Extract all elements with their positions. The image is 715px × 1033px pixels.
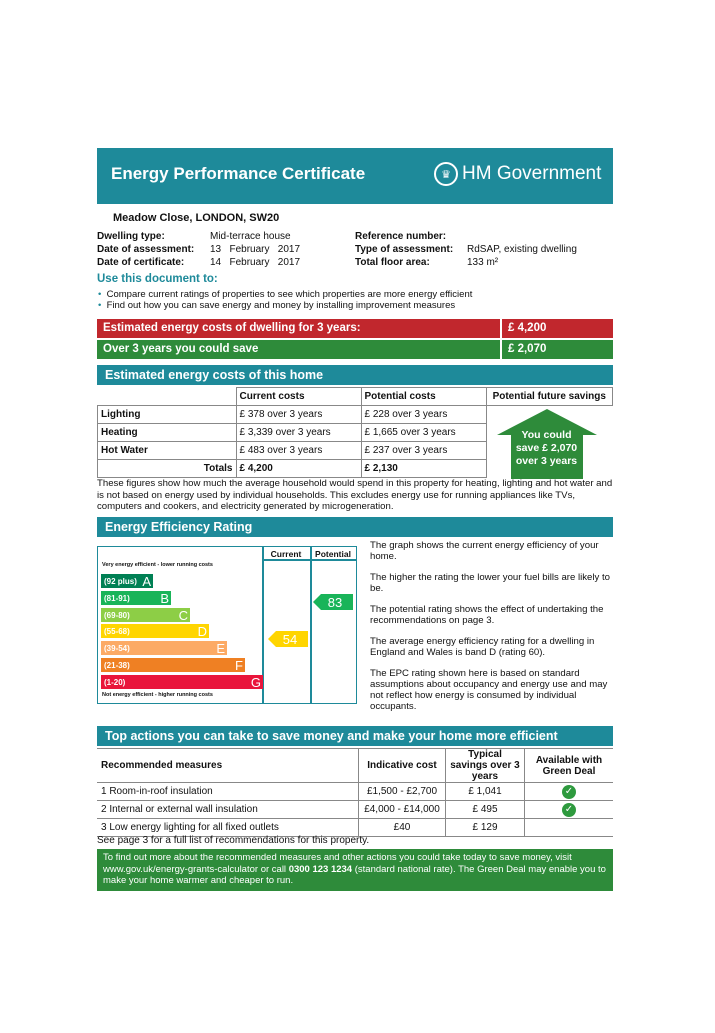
table-row: 2 Internal or external wall insulation £4,000 - £14,000 £ 495 ✓ bbox=[97, 801, 613, 819]
savings-bar bbox=[97, 340, 613, 359]
rating-band-g bbox=[101, 675, 263, 689]
rating-band-range: (21-38) bbox=[104, 661, 130, 670]
savings-arrow-line-1: You could bbox=[521, 429, 572, 441]
property-address: Meadow Close, LONDON, SW20 bbox=[113, 212, 280, 224]
actions-heading: Top actions you can take to save money and make your home more efficient bbox=[97, 726, 613, 746]
rating-band-letter: E bbox=[216, 641, 225, 657]
totals-row: Totals £ 4,200 £ 2,130 bbox=[98, 460, 613, 478]
col-current: Current bbox=[270, 549, 302, 559]
potential-rating-value: 83 bbox=[327, 595, 343, 610]
green-deal-check-icon: ✓ bbox=[562, 803, 576, 817]
floor-area-value: 133 m² bbox=[467, 257, 499, 268]
col-measures: Recommended measures bbox=[97, 749, 359, 783]
table-row: Lighting £ 378 over 3 years £ 228 over 3 years You could save £ 2,070 over 3 years bbox=[98, 406, 613, 424]
costs-table bbox=[97, 387, 613, 478]
col-current-costs: Current costs bbox=[236, 388, 361, 406]
current-rating-value: 54 bbox=[282, 632, 298, 647]
assessment-type-label: Type of assessment: bbox=[355, 244, 454, 255]
savings-arrow-line-2: save £ 2,070 bbox=[515, 442, 578, 454]
rating-band-range: (1-20) bbox=[104, 677, 126, 687]
rating-band-f bbox=[101, 658, 245, 672]
certificate-title: Energy Performance Certificate bbox=[111, 164, 366, 183]
rating-band-e bbox=[101, 641, 227, 655]
col-potential: Potential bbox=[315, 549, 351, 559]
rating-band-range: (92 plus) bbox=[104, 577, 137, 586]
costs-heading: Estimated energy costs of this home bbox=[97, 365, 613, 385]
rating-band-c bbox=[101, 608, 190, 622]
rating-band-b bbox=[101, 591, 171, 605]
col-green-deal: Available with Green Deal bbox=[525, 749, 614, 783]
reference-label: Reference number: bbox=[355, 231, 447, 242]
rating-band-range: (55-68) bbox=[104, 627, 130, 637]
rating-band-letter: B bbox=[160, 590, 169, 606]
col-potential-costs: Potential costs bbox=[361, 388, 486, 406]
rating-band-range: (69-80) bbox=[104, 610, 130, 620]
hm-government-logo bbox=[434, 162, 601, 186]
col-future-savings: Potential future savings bbox=[486, 388, 613, 406]
rating-band-letter: D bbox=[197, 624, 207, 640]
savings-value: £ 2,070 bbox=[500, 340, 613, 359]
certificate-date-label: Date of certificate: bbox=[97, 257, 185, 268]
green-deal-check-icon: ✓ bbox=[562, 785, 576, 799]
table-row: 3 Low energy lighting for all fixed outlets £40 £ 129 bbox=[97, 819, 613, 837]
list-item: • Find out how you can save energy and money by installing improvement measures bbox=[98, 300, 456, 311]
rating-heading: Energy Efficiency Rating bbox=[97, 517, 613, 537]
see-page-note: See page 3 for a full list of recommendations for this property. bbox=[97, 835, 370, 846]
use-document-heading: Use this document to: bbox=[97, 273, 218, 285]
floor-area-label: Total floor area: bbox=[355, 257, 430, 268]
table-row: Heating £ 3,339 over 3 years £ 1,665 over 3 years bbox=[98, 424, 613, 442]
hm-government-text: HM Government bbox=[462, 163, 602, 184]
table-row: 1 Room-in-roof insulation £1,500 - £2,700 £ 1,041 ✓ bbox=[97, 783, 613, 801]
rating-band-letter: F bbox=[235, 658, 243, 673]
potential-rating-arrow bbox=[313, 594, 353, 610]
rating-band-range: (81-91) bbox=[104, 593, 130, 603]
footer-info: To find out more about the recommended measures and other actions you could take today to save money, visit www.gov.uk/energy-grants-calculator or call 0300 123 1234 (standard national rate). The Green Deal may enable you to make your home warmer and cheaper to run. bbox=[97, 849, 613, 891]
assessment-date-value: 13 February 2017 bbox=[210, 244, 301, 255]
rating-band-letter: A bbox=[142, 574, 151, 589]
savings-arrow-cell bbox=[486, 406, 613, 478]
rating-band-letter: C bbox=[178, 607, 188, 623]
certificate-date-value: 14 February 2017 bbox=[210, 257, 301, 268]
estimated-costs-value: £ 4,200 bbox=[500, 319, 613, 338]
savings-label: Over 3 years you could save bbox=[103, 343, 259, 355]
certificate-header bbox=[97, 148, 613, 204]
col-savings: Typical savings over 3 years bbox=[446, 749, 525, 783]
rating-band-a bbox=[101, 574, 153, 588]
assessment-type-value: RdSAP, existing dwelling bbox=[467, 244, 577, 255]
actions-table bbox=[97, 748, 613, 837]
current-rating-arrow bbox=[268, 631, 308, 647]
costs-note: These figures show how much the average household would spend in this property for heating, lighting and hot water and is not based on energy used by individual households. This excludes energy use for running appliances like TVs, computers and cookers, and electricity generated by microgeneration. bbox=[97, 478, 613, 512]
inefficient-note: Not energy efficient - higher running costs bbox=[102, 692, 213, 698]
use-document-list bbox=[98, 289, 472, 311]
dwelling-type-value: Mid-terrace house bbox=[210, 231, 291, 242]
table-row: Hot Water £ 483 over 3 years £ 237 over 3 years bbox=[98, 442, 613, 460]
col-cost: Indicative cost bbox=[359, 749, 446, 783]
dwelling-type-label: Dwelling type: bbox=[97, 231, 165, 242]
estimated-costs-label: Estimated energy costs of dwelling for 3 years: bbox=[103, 322, 361, 334]
rating-band-d bbox=[101, 624, 209, 638]
crest-icon: ♛ bbox=[434, 162, 458, 186]
list-item: • Compare current ratings of properties to see which properties are more energy efficient bbox=[98, 289, 473, 300]
savings-arrow-line-3: over 3 years bbox=[515, 455, 578, 467]
rating-band-letter: G bbox=[250, 674, 261, 690]
phone-number: 0300 123 1234 bbox=[288, 863, 353, 875]
rating-band-range: (39-54) bbox=[104, 644, 130, 654]
rating-explanation: The graph shows the current energy efficiency of your home. The higher the rating the lower your fuel bills are likely to be. The potential rating shows the effect of undertaking the recommendations on page 3. The average energy efficiency rating for a dwelling in England and Wales is band D (rating 60). The EPC rating shown here is based on standard assumptions about occupancy and energy use and may not reflect how energy is consumed by individual occupants. bbox=[370, 540, 610, 712]
efficient-note: Very energy efficient - lower running costs bbox=[102, 562, 213, 568]
estimated-costs-bar bbox=[97, 319, 613, 338]
assessment-date-label: Date of assessment: bbox=[97, 244, 195, 255]
